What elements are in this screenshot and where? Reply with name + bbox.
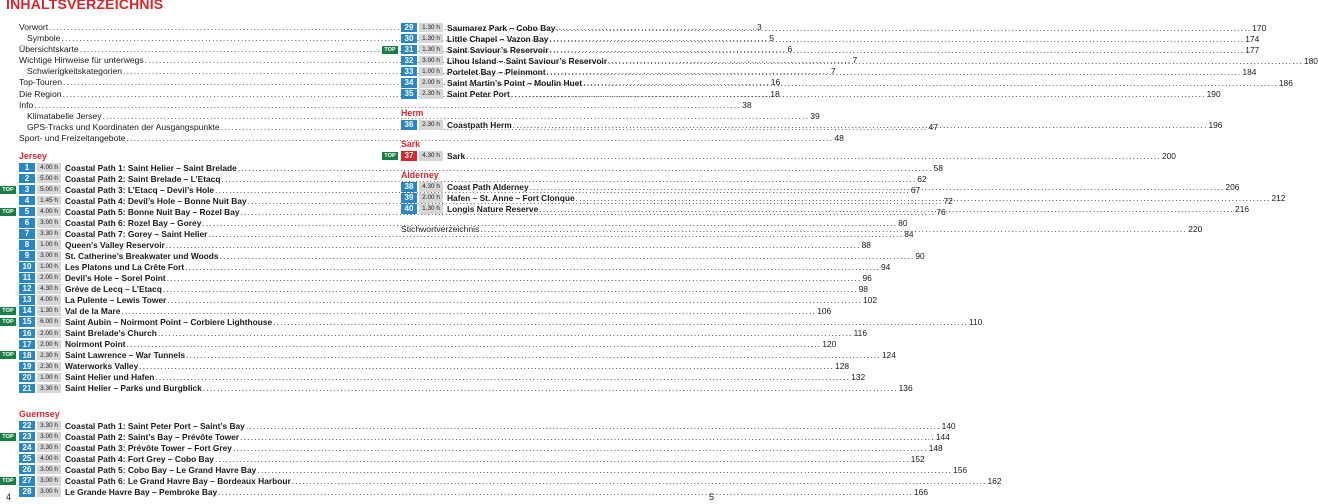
tour-page-number: 128: [835, 361, 850, 372]
tour-row[interactable]: [19, 295, 878, 306]
tour-number-badge: 25: [19, 454, 35, 464]
tour-title: Saint Brelade’s Church: [65, 328, 157, 339]
tour-row[interactable]: [19, 328, 867, 339]
tour-duration-badge: 4.00 h: [37, 207, 61, 217]
tour-number-badge: 13: [19, 295, 35, 305]
entry-page-number: 7: [830, 66, 836, 77]
tour-page-number: 196: [1208, 119, 1223, 130]
tour-row[interactable]: [401, 22, 1267, 33]
entry-page-number: 6: [787, 44, 793, 55]
tour-title: Coastal Path 6: Le Grand Havre Bay – Bordeaux Harbour: [65, 475, 291, 486]
tour-number-badge: 21: [19, 384, 35, 394]
entry-title: Schwierigkeitskategorien: [27, 66, 123, 77]
toc-entry[interactable]: [19, 99, 752, 111]
entry-title: Sport- und Freizeitangebote: [19, 132, 126, 143]
tour-row[interactable]: [19, 239, 871, 250]
tour-title: Coastpath Herm: [447, 119, 512, 130]
tour-duration-badge: 2.00 h: [37, 329, 61, 339]
tour-duration-badge: 2.00 h: [37, 340, 61, 350]
tour-title: Coastal Path 4: Devil’s Hole – Bonne Nuit Bay: [65, 195, 247, 206]
sark-tour-list: [384, 150, 1176, 161]
tour-number-badge: 5: [19, 207, 35, 217]
toc-entry[interactable]: [19, 132, 844, 144]
tour-duration-badge: 2.30 h: [419, 89, 443, 99]
tour-row[interactable]: [19, 453, 925, 464]
tour-number-badge: 38: [401, 182, 417, 192]
dot-leader: [530, 182, 1225, 192]
tour-page-number: 106: [817, 306, 832, 317]
dot-leader: [203, 383, 898, 393]
tour-row[interactable]: [401, 66, 1257, 77]
tour-duration-badge: 1.30 h: [419, 204, 443, 214]
entry-title: Übersichtskarte: [19, 44, 79, 55]
entry-page-number: 39: [810, 110, 820, 121]
tour-number-badge: 1: [19, 163, 35, 173]
entry-title: Top-Touren: [19, 77, 62, 88]
tour-row[interactable]: [19, 372, 866, 383]
tour-page-number: 136: [898, 383, 913, 394]
tour-number-badge: 36: [401, 120, 417, 130]
tour-duration-badge: 3.00 h: [419, 56, 443, 66]
tour-page-number: 96: [862, 273, 872, 284]
tour-title: Saint Peter Port: [447, 88, 510, 99]
region-heading-sark: Sark: [401, 139, 421, 150]
dot-leader: [608, 56, 1303, 66]
tour-page-number: 156: [953, 464, 968, 475]
tour-title: Le Grande Havre Bay – Pembroke Bay: [65, 486, 218, 497]
entry-title: Wichtige Hinweise für unterwegs: [19, 55, 144, 66]
tour-number-badge: 10: [19, 262, 35, 272]
tour-title: Coastal Path 3: Prévôte Tower – Fort Grey: [65, 442, 232, 453]
tour-row[interactable]: [19, 420, 956, 431]
tour-row[interactable]: [2, 306, 832, 317]
tour-title: Saint Helier – Parks und Burgblick: [65, 383, 202, 394]
dot-leader: [166, 240, 861, 250]
tour-title: Coastal Path 4: Fort Grey – Cobo Bay: [65, 453, 214, 464]
tour-title: Devil’s Hole – Sorel Point: [65, 273, 166, 284]
entry-page-number: 7: [852, 55, 858, 66]
tour-page-number: 62: [917, 173, 927, 184]
tour-duration-badge: 1.30 h: [419, 34, 443, 44]
tour-duration-badge: 4.30 h: [37, 284, 61, 294]
dot-leader: [139, 361, 834, 371]
tour-page-number: 212: [1271, 192, 1286, 203]
tour-duration-badge: 2.00 h: [419, 193, 443, 203]
region-heading-herm: Herm: [401, 108, 424, 119]
tour-number-badge: 9: [19, 251, 35, 261]
tour-number-badge: 26: [19, 465, 35, 475]
tour-number-badge: 31: [401, 45, 417, 55]
entry-title: GPS-Tracks und Koordinaten der Ausgangspunkte: [27, 121, 220, 132]
tour-number-badge: 3: [19, 185, 35, 195]
tour-duration-badge: 3.00 h: [37, 218, 61, 228]
tour-duration-badge: 2.30 h: [419, 120, 443, 130]
tour-row[interactable]: [2, 350, 896, 361]
tour-page-number: 186: [1278, 77, 1293, 88]
tour-title: Coastal Path 2: Saint Brelade – L’Etacq: [65, 173, 221, 184]
tour-page-number: 110: [969, 317, 983, 328]
tour-row[interactable]: [19, 361, 850, 372]
tour-row[interactable]: [19, 261, 891, 272]
tour-title: Noirmont Point: [65, 339, 126, 350]
entry-title: Die Region: [19, 88, 62, 99]
tour-row[interactable]: [19, 442, 943, 453]
dot-leader: [158, 328, 853, 338]
entry-page-number: 18: [770, 88, 780, 99]
entry-title: Klimatabelle Jersey: [27, 110, 102, 121]
entry-title: Symbole: [27, 33, 61, 44]
tour-row[interactable]: [401, 55, 1318, 66]
tour-title: La Pulente – Lewis Tower: [65, 295, 167, 306]
entry-page-number: 5: [769, 33, 774, 44]
dot-leader: [257, 465, 952, 475]
tour-page-number: 102: [863, 295, 878, 306]
tour-title: Hafen – St. Anne – Fort Clonque: [447, 192, 575, 203]
tour-row[interactable]: [19, 464, 968, 475]
tour-title: Waterworks Valley: [65, 361, 139, 372]
dot-leader: [155, 372, 850, 382]
tour-title: Saint Martin’s Point – Moulin Huet: [447, 77, 583, 88]
tour-title: Coastal Path 5: Cobo Bay – Le Grand Havre Bay: [65, 464, 257, 475]
tour-row[interactable]: [19, 284, 868, 295]
tour-duration-badge: 2.00 h: [37, 273, 61, 283]
tour-row[interactable]: [19, 486, 928, 497]
dot-leader: [121, 306, 816, 316]
entry-page-number: 220: [1188, 223, 1203, 234]
tour-number-badge: 34: [401, 78, 417, 88]
dot-leader: [292, 476, 987, 486]
dot-leader: [167, 295, 862, 305]
tour-title: Saint Aubin – Noirmont Point – Corbiere Lighthouse: [65, 317, 273, 328]
dot-leader: [218, 487, 913, 497]
tour-page-number: 148: [928, 442, 943, 453]
tour-page-number: 124: [881, 350, 896, 361]
tour-duration-badge: 3.00 h: [37, 487, 61, 497]
tour-title: Coast Path Alderney: [447, 181, 529, 192]
tour-duration-badge: 1.30 h: [37, 306, 61, 316]
tour-duration-badge: 5.00 h: [37, 174, 61, 184]
dot-leader: [480, 224, 1187, 235]
guernsey-tour-list-part1: [2, 420, 1002, 497]
tour-duration-badge: 4.00 h: [37, 454, 61, 464]
dot-leader: [215, 454, 910, 464]
tour-page-number: 206: [1225, 181, 1240, 192]
tour-duration-badge: 2.30 h: [37, 362, 61, 372]
tour-title: Coastal Path 5: Bonne Nuit Bay – Rozel Bay: [65, 206, 240, 217]
tour-title: Portelet Bay – Pleinmont: [447, 66, 546, 77]
dot-leader: [126, 339, 821, 349]
entry-page-number: 16: [770, 77, 781, 88]
tour-row[interactable]: [19, 383, 913, 394]
tour-number-badge: 33: [401, 67, 417, 77]
entry-title: Vorwort: [19, 22, 49, 32]
dot-leader: [246, 421, 941, 431]
tour-page-number: 90: [915, 250, 925, 261]
tour-page-number: 132: [851, 372, 866, 383]
tour-page-number: 144: [935, 431, 950, 442]
page-number-right: 5: [708, 492, 714, 502]
tour-number-badge: 39: [401, 193, 417, 203]
tour-duration-badge: 1.30 h: [419, 23, 443, 33]
tour-duration-badge: 4.30 h: [419, 151, 443, 161]
top-tour-badge: TOP: [0, 477, 16, 485]
tour-number-badge: 8: [19, 240, 35, 250]
tour-page-number: 170: [1252, 22, 1267, 33]
tour-page-number: 72: [943, 195, 953, 206]
top-tour-badge: TOP: [0, 307, 16, 315]
dot-leader: [185, 262, 880, 272]
tour-number-badge: 14: [19, 306, 35, 316]
top-tour-badge: TOP: [0, 433, 16, 441]
tour-title: Longis Nature Reserve: [447, 204, 539, 215]
tour-number-badge: 24: [19, 443, 35, 453]
tour-title: Grève de Lecq – L’Etacq: [65, 284, 162, 295]
tour-number-badge: 12: [19, 284, 35, 294]
tour-number-badge: 11: [19, 273, 35, 283]
tour-number-badge: 37: [401, 151, 417, 161]
tour-duration-badge: 4.00 h: [37, 163, 61, 173]
tour-row[interactable]: [384, 150, 1176, 161]
dot-leader: [466, 151, 1161, 161]
tour-duration-badge: 3.30 h: [37, 421, 61, 431]
tour-title: Sark: [447, 150, 466, 161]
page-title: INHALTSVERZEICHNIS: [6, 0, 164, 12]
tour-duration-badge: 3.30 h: [37, 229, 61, 239]
tour-duration-badge: 4.00 h: [37, 295, 61, 305]
dot-leader: [539, 204, 1234, 214]
tour-page-number: 88: [861, 239, 871, 250]
tour-page-number: 166: [914, 486, 928, 497]
tour-duration-badge: 1.00 h: [419, 67, 443, 77]
tour-duration-badge: 6.00 h: [37, 317, 61, 327]
tour-page-number: 180: [1303, 55, 1318, 66]
tour-page-number: 184: [1242, 66, 1257, 77]
tour-title: Saumarez Park – Cobo Bay: [447, 22, 556, 33]
tour-title: Saint Helier und Hafen: [65, 372, 155, 383]
tour-row[interactable]: [19, 162, 943, 173]
tour-page-number: 84: [904, 228, 914, 239]
dot-leader: [186, 350, 881, 360]
tour-row[interactable]: [19, 339, 837, 350]
tour-title: Les Platons und La Crête Fort: [65, 261, 185, 272]
region-heading-alderney: Alderney: [401, 170, 439, 181]
tour-page-number: 67: [910, 184, 921, 195]
top-tour-badge: TOP: [0, 208, 16, 216]
tour-row[interactable]: [19, 217, 908, 228]
tour-number-badge: 2: [19, 174, 35, 184]
tour-row[interactable]: [2, 475, 1002, 486]
tour-title: Little Chapel – Vazon Bay: [447, 33, 549, 44]
tour-duration-badge: 3.30 h: [37, 443, 61, 453]
tour-number-badge: 30: [401, 34, 417, 44]
top-tour-badge: TOP: [382, 152, 398, 160]
tour-duration-badge: 3.00 h: [37, 251, 61, 261]
tour-page-number: 58: [933, 162, 943, 173]
dot-leader: [273, 317, 968, 327]
tour-page-number: 216: [1235, 204, 1250, 215]
top-tour-badge: TOP: [0, 186, 16, 194]
tour-page-number: 98: [858, 284, 868, 295]
tour-page-number: 76: [936, 206, 946, 217]
entry-page-number: 48: [834, 132, 844, 143]
dot-leader: [167, 273, 862, 283]
region-heading-jersey: Jersey: [19, 151, 47, 162]
dot-leader: [233, 443, 928, 453]
dot-leader: [556, 23, 1251, 33]
tour-number-badge: 4: [19, 196, 35, 206]
tour-number-badge: 35: [401, 89, 417, 99]
dot-leader: [576, 193, 1271, 203]
dot-leader: [549, 45, 1244, 55]
tour-page-number: 190: [1206, 88, 1221, 99]
tour-duration-badge: 3.00 h: [37, 432, 61, 442]
top-tour-badge: TOP: [0, 318, 16, 326]
tour-row[interactable]: [19, 273, 872, 284]
tour-number-badge: 32: [401, 56, 417, 66]
tour-title: Saint Saviour’s Reservoir: [447, 44, 549, 55]
top-tour-badge: TOP: [0, 351, 16, 359]
tour-title: Coastal Path 2: Saint’s Bay – Prévôte Tower: [65, 431, 240, 442]
entry-title: Info: [19, 99, 34, 110]
tour-title: Val de la Mare: [65, 306, 121, 317]
tour-title: Coastal Path 1: Saint Helier – Saint Brelade: [65, 162, 237, 173]
tour-number-badge: 15: [19, 317, 35, 327]
tour-number-badge: 18: [19, 351, 35, 361]
dot-leader: [511, 89, 1206, 99]
tour-row[interactable]: [401, 33, 1260, 44]
tour-duration-badge: 1.00 h: [37, 262, 61, 272]
tour-duration-badge: 3.00 h: [37, 465, 61, 475]
entry-page-number: 38: [742, 99, 752, 110]
tour-row[interactable]: [2, 317, 983, 328]
dot-leader: [163, 284, 858, 294]
tour-row[interactable]: [384, 44, 1260, 55]
tour-page-number: 120: [822, 339, 837, 350]
tour-title: Coastal Path 3: L’Etacq – Devil’s Hole: [65, 184, 215, 195]
tour-page-number: 140: [941, 420, 956, 431]
tour-page-number: 152: [910, 453, 925, 464]
tour-title: Saint Lawrence – War Tunnels: [65, 350, 186, 361]
tour-page-number: 177: [1245, 44, 1260, 55]
tour-page-number: 174: [1245, 33, 1260, 44]
tour-number-badge: 23: [19, 432, 35, 442]
entry-title: Stichwortverzeichnis: [401, 223, 480, 234]
tour-number-badge: 22: [19, 421, 35, 431]
entry-page-number: 3: [756, 22, 762, 32]
tour-title: St. Catherine’s Breakwater und Woods: [65, 250, 219, 261]
dot-leader: [220, 251, 915, 261]
tour-page-number: 200: [1161, 150, 1176, 161]
tour-page-number: 116: [853, 328, 867, 339]
tour-title: Lihou Island – Saint Saviour’s Reservoir: [447, 55, 608, 66]
tour-number-badge: 16: [19, 329, 35, 339]
tour-number-badge: 29: [401, 23, 417, 33]
tour-number-badge: 7: [19, 229, 35, 239]
tour-number-badge: 27: [19, 476, 35, 486]
page-number-left: 4: [6, 492, 12, 502]
tour-number-badge: 28: [19, 487, 35, 497]
tour-duration-badge: 1.45 h: [37, 196, 61, 206]
tour-number-badge: 6: [19, 218, 35, 228]
tour-number-badge: 17: [19, 340, 35, 350]
dot-leader: [547, 67, 1242, 77]
tour-number-badge: 20: [19, 373, 35, 383]
tour-title: Coastal Path 7: Gorey – Saint Helier: [65, 228, 208, 239]
top-tour-badge: TOP: [382, 46, 398, 54]
tour-title: Coastal Path 6: Rozel Bay – Gorey: [65, 217, 202, 228]
tour-number-badge: 19: [19, 362, 35, 372]
tour-duration-badge: 3.30 h: [37, 384, 61, 394]
tour-page-number: 162: [987, 475, 1002, 486]
dot-leader: [513, 120, 1208, 130]
tour-duration-badge: 1.00 h: [37, 240, 61, 250]
dot-leader: [240, 432, 935, 442]
tour-title: Coastal Path 1: Saint Peter Port – Saint’s Bay: [65, 420, 245, 431]
dot-leader: [583, 78, 1278, 88]
tour-duration-badge: 2.30 h: [37, 351, 61, 361]
entry-page-number: 47: [928, 121, 939, 132]
tour-duration-badge: 4.30 h: [419, 182, 443, 192]
tour-duration-badge: 2.00 h: [419, 78, 443, 88]
tour-number-badge: 40: [401, 204, 417, 214]
tour-row[interactable]: [19, 250, 925, 261]
tour-page-number: 94: [880, 261, 891, 272]
dot-leader: [549, 34, 1244, 44]
tour-page-number: 80: [898, 217, 908, 228]
tour-duration-badge: 1.30 h: [419, 45, 443, 55]
tour-duration-badge: 1.00 h: [37, 373, 61, 383]
tour-row[interactable]: [2, 431, 950, 442]
tour-duration-badge: 5.00 h: [37, 185, 61, 195]
tour-duration-badge: 3.00 h: [37, 476, 61, 486]
tour-title: Queen’s Valley Reservoir: [65, 239, 165, 250]
region-heading-guernsey: Guernsey: [19, 409, 60, 420]
